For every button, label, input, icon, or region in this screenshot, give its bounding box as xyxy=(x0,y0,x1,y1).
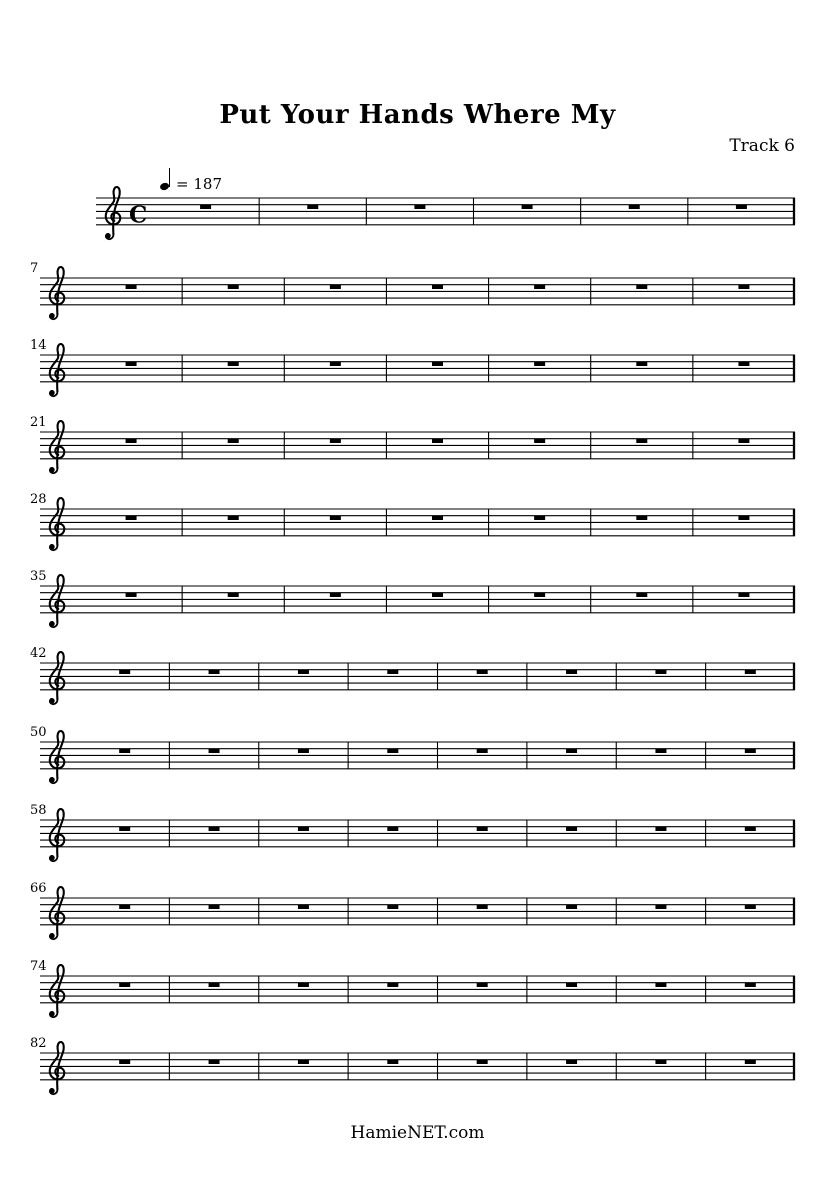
treble-clef-icon xyxy=(50,344,65,396)
treble-clef-icon xyxy=(50,731,65,783)
staff-system-svg xyxy=(0,417,835,489)
staff-system xyxy=(0,727,835,799)
whole-rest xyxy=(477,905,488,910)
staff-system-svg xyxy=(0,648,835,720)
whole-rest xyxy=(228,516,239,521)
staff-system xyxy=(0,883,835,955)
whole-rest xyxy=(566,670,577,675)
staff-system xyxy=(0,648,835,720)
whole-rest xyxy=(209,983,220,988)
treble-clef-icon xyxy=(50,498,65,550)
staff-system xyxy=(0,961,835,1033)
treble-clef-icon xyxy=(50,652,65,704)
whole-rest xyxy=(477,983,488,988)
measure-number: 7 xyxy=(30,261,39,276)
whole-rest xyxy=(200,205,211,210)
treble-clef-icon xyxy=(50,421,65,473)
whole-rest xyxy=(745,749,756,754)
whole-rest xyxy=(209,670,220,675)
whole-rest xyxy=(298,1060,309,1065)
whole-rest xyxy=(298,749,309,754)
whole-rest xyxy=(655,670,666,675)
staff-system-svg xyxy=(0,805,835,877)
whole-rest xyxy=(387,1060,398,1065)
whole-rest xyxy=(298,983,309,988)
whole-rest xyxy=(745,827,756,832)
whole-rest xyxy=(228,362,239,367)
staff-system xyxy=(0,263,835,335)
whole-rest xyxy=(655,1060,666,1065)
whole-rest xyxy=(738,285,749,290)
whole-rest xyxy=(126,593,137,598)
whole-rest xyxy=(655,983,666,988)
whole-rest xyxy=(330,439,341,444)
whole-rest xyxy=(432,285,443,290)
staff-system-svg xyxy=(0,727,835,799)
whole-rest xyxy=(414,205,425,210)
whole-rest xyxy=(119,749,130,754)
whole-rest xyxy=(738,593,749,598)
whole-rest xyxy=(477,749,488,754)
time-signature: C xyxy=(129,201,148,229)
treble-clef-icon xyxy=(50,1042,65,1094)
measure-number: 28 xyxy=(30,492,47,507)
whole-rest xyxy=(629,205,640,210)
whole-rest xyxy=(228,285,239,290)
whole-rest xyxy=(655,905,666,910)
treble-clef-icon xyxy=(50,965,65,1017)
whole-rest xyxy=(209,905,220,910)
page-title: Put Your Hands Where My xyxy=(219,100,616,130)
staff-system xyxy=(0,805,835,877)
whole-rest xyxy=(636,285,647,290)
staff-system xyxy=(0,494,835,566)
staff-system xyxy=(0,183,835,255)
whole-rest xyxy=(387,905,398,910)
staff-system xyxy=(0,417,835,489)
whole-rest xyxy=(534,439,545,444)
whole-rest xyxy=(119,1060,130,1065)
whole-rest xyxy=(387,827,398,832)
staff-system-svg xyxy=(0,340,835,412)
whole-rest xyxy=(387,749,398,754)
whole-rest xyxy=(330,362,341,367)
whole-rest xyxy=(126,285,137,290)
measure-number: 42 xyxy=(30,646,47,661)
whole-rest xyxy=(432,593,443,598)
whole-rest xyxy=(477,1060,488,1065)
measure-number: 35 xyxy=(30,569,47,584)
whole-rest xyxy=(477,827,488,832)
whole-rest xyxy=(566,983,577,988)
whole-rest xyxy=(119,827,130,832)
treble-clef-icon xyxy=(50,267,65,319)
whole-rest xyxy=(209,827,220,832)
whole-rest xyxy=(330,516,341,521)
whole-rest xyxy=(432,439,443,444)
whole-rest xyxy=(298,905,309,910)
whole-rest xyxy=(736,205,747,210)
whole-rest xyxy=(209,749,220,754)
staff-system-svg xyxy=(0,183,835,255)
whole-rest xyxy=(745,905,756,910)
whole-rest xyxy=(432,516,443,521)
staff-system-svg xyxy=(0,263,835,335)
whole-rest xyxy=(298,670,309,675)
whole-rest xyxy=(566,905,577,910)
whole-rest xyxy=(636,593,647,598)
staff-system xyxy=(0,571,835,643)
whole-rest xyxy=(330,593,341,598)
whole-rest xyxy=(298,827,309,832)
whole-rest xyxy=(745,670,756,675)
staff-system-svg xyxy=(0,1038,835,1110)
whole-rest xyxy=(119,670,130,675)
measure-number: 74 xyxy=(30,959,47,974)
whole-rest xyxy=(738,362,749,367)
whole-rest xyxy=(534,362,545,367)
staff-system xyxy=(0,1038,835,1110)
staff-system xyxy=(0,340,835,412)
staff-system-svg xyxy=(0,883,835,955)
whole-rest xyxy=(566,827,577,832)
staff-system-svg xyxy=(0,571,835,643)
treble-clef-icon xyxy=(50,809,65,861)
measure-number: 21 xyxy=(30,415,47,430)
whole-rest xyxy=(228,439,239,444)
whole-rest xyxy=(738,439,749,444)
whole-rest xyxy=(534,593,545,598)
treble-clef-icon xyxy=(106,187,121,239)
whole-rest xyxy=(534,516,545,521)
measure-number: 14 xyxy=(30,338,47,353)
whole-rest xyxy=(534,285,545,290)
whole-rest xyxy=(566,749,577,754)
whole-rest xyxy=(738,516,749,521)
whole-rest xyxy=(330,285,341,290)
treble-clef-icon xyxy=(50,887,65,939)
whole-rest xyxy=(745,1060,756,1065)
whole-rest xyxy=(636,516,647,521)
track-label: Track 6 xyxy=(729,136,795,156)
tempo-bpm: 187 xyxy=(193,175,222,193)
whole-rest xyxy=(387,670,398,675)
measure-number: 50 xyxy=(30,725,47,740)
whole-rest xyxy=(307,205,318,210)
whole-rest xyxy=(228,593,239,598)
whole-rest xyxy=(745,983,756,988)
whole-rest xyxy=(636,362,647,367)
footer-text: HamieNET.com xyxy=(350,1123,485,1143)
measure-number: 66 xyxy=(30,881,47,896)
whole-rest xyxy=(655,749,666,754)
whole-rest xyxy=(126,362,137,367)
staff-system-svg xyxy=(0,494,835,566)
whole-rest xyxy=(636,439,647,444)
whole-rest xyxy=(655,827,666,832)
whole-rest xyxy=(126,439,137,444)
measure-number: 58 xyxy=(30,803,47,818)
measure-number: 82 xyxy=(30,1036,47,1051)
whole-rest xyxy=(126,516,137,521)
whole-rest xyxy=(477,670,488,675)
treble-clef-icon xyxy=(50,575,65,627)
whole-rest xyxy=(522,205,533,210)
whole-rest xyxy=(209,1060,220,1065)
staff-system-svg xyxy=(0,961,835,1033)
whole-rest xyxy=(119,905,130,910)
whole-rest xyxy=(432,362,443,367)
whole-rest xyxy=(566,1060,577,1065)
tempo-equals: = xyxy=(176,175,189,193)
whole-rest xyxy=(387,983,398,988)
whole-rest xyxy=(119,983,130,988)
